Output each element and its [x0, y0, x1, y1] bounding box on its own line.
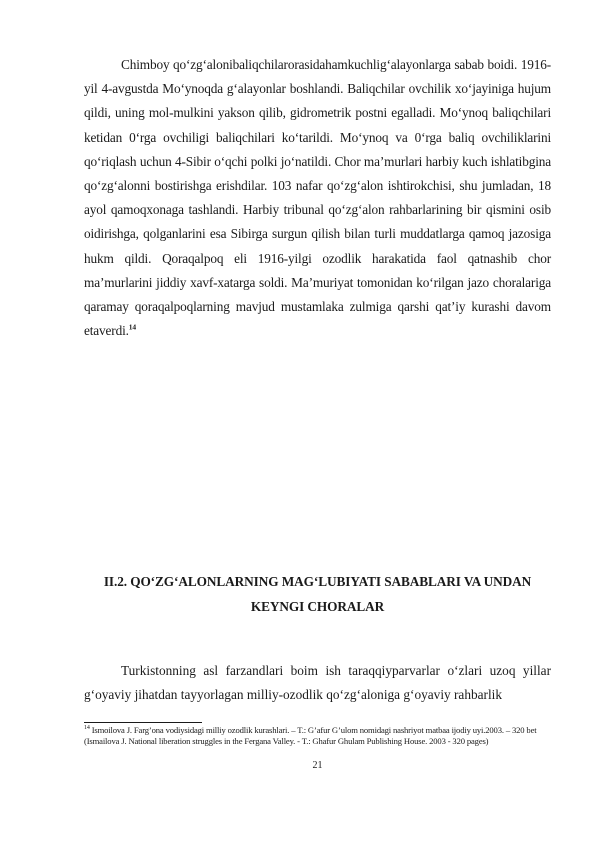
section-heading: II.2. QO‘ZG‘ALONLARNING MAG‘LUBIYATI SABABLARI VA UNDAN KEYNGI CHORALAR [103, 574, 532, 614]
footnote-reference: 14 [128, 322, 136, 332]
body-paragraph-2 [84, 659, 551, 707]
paragraph-2-text: Turkistonning asl farzandlari boim ish taraqqiyparvarlar o‘zlari uzoq yillar g‘oyaviy jihatdan tayyorlagan milliy-ozodlik qo‘zg‘aloniga g‘oyaviy rahbarlik [84, 663, 551, 703]
footnote-separator [84, 722, 202, 723]
footnote-number: 14 [84, 725, 90, 732]
page-number: 21 [312, 760, 323, 771]
paragraph-1-text: Chimboy qo‘zg‘alonibaliqchilarorasidahamkuchlig‘alayonlarga sabab boidi. 1916-yil 4-avgustda Mo‘ynoqda g‘alayonlar boshlandi. Baliqchilar ovchilik xo‘jayiniga hujum qildi, uning mol-mulkini yakson qilib, gidrometrik postni egalladi. Mo‘ynoq baliqchilari ketidan 0‘rga ovchiligi baliqchilari ko‘tarildi. Mo‘ynoq va 0‘rga baliq ovchiliklarini qo‘riqlash uchun 4-Sibir o‘qchi polki jo‘natildi. Chor ma’murlari harbiy kuch ishlatibgina qo‘zg‘alonni bostirishga erishdilar. 103 nafar qo‘zg‘alon ishtirokchisi, shu jumladan, 18 ayol qamoqxonaga tashlandi. Harbiy tribunal qo‘zg‘alon rahbarlarining bir qismini osib oidirishga, qolganlarini esa Sibirga surgun qilish bilan turli muddatlarga qamoq jazosiga hukm qildi. Qoraqalpoq eli 1916-yilgi ozodlik harakatida faol qatnashib chor ma’murlarini jiddiy xavf-xatarga soldi. Ma’muriyat tomonidan ko‘rilgan jazo choralariga qaramay qoraqalpoqlarning mavjud mustamlaka zulmiga qarshi qat’iy kurashi davom etaverdi. [84, 57, 551, 339]
body-paragraph-1 [84, 53, 551, 343]
footnote [84, 725, 551, 747]
footnote-text: Ismoilova J. Farg’ona vodiysidagi milliy ozodlik kurashlari. – T.: G’afur G’ulom nomidagi nashriyot matbaa ijodiy uyi.2003. – 320 bet (Ismailova J. National liberation struggles in the Fergana Valley. - T.: Ghafur Ghulam Publishing House. 2003 - 320 pages) [84, 725, 537, 746]
